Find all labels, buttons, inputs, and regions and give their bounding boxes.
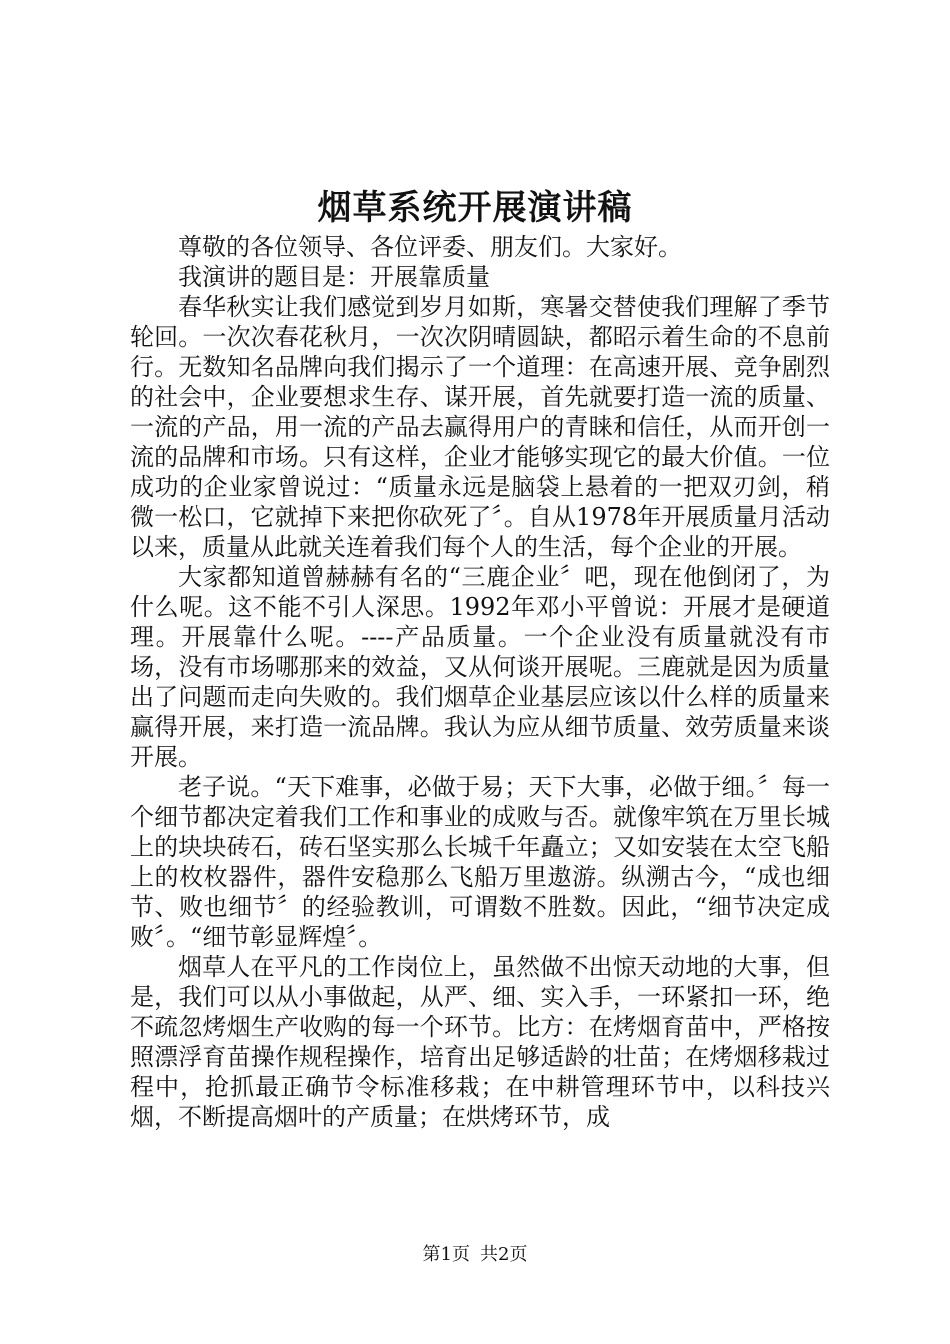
paragraph-laozi: 老子说。“天下难事，必做于易；天下大事，必做于细。〞每一个细节都决定着我们工作和事业的成败与否。就像牢筑在万里长城上的块块砖石，砖石坚实那么长城千年矗立；又如安装在太空飞船上的枚枚器件，器件安稳那么飞船万里遨游。纵溯古今，“成也细节、败也细节〞的经验教训，可谓数不胜数。因此，“细节决定成败〞。“细节彰显辉煌〞。 [130,773,830,951]
document-title: 烟草系统开展演讲稿 [317,188,633,228]
page-total: 共2页 [480,1244,528,1265]
paragraph-greeting: 尊敬的各位领导、各位评委、朋友们。大家好。 [178,233,682,261]
paragraph-sanlu: 大家都知道曾赫赫有名的“三鹿企业〞吧，现在他倒闭了，为什么呢。这不能不引人深思。1992年邓小平曾说：开展才是硬道理。开展靠什么呢。----产品质量。一个企业没有质量就没有市场，没有市场哪那来的效益，又从何谈开展呢。三鹿就是因为质量出了问题而走向失败的。我们烟草企业基层应该以什么样的质量来赢得开展，来打造一流品牌。我认为应从细节质量、效劳质量来谈开展。 [130,563,830,771]
page-number: 第1页 [422,1244,470,1265]
paragraph-tobacco-work: 烟草人在平凡的工作岗位上，虽然做不出惊天动地的大事，但是，我们可以从小事做起，从严、细、实入手，一环紧扣一环，绝不疏忽烤烟生产收购的每一个环节。比方：在烤烟育苗中，严格按照漂浮育苗操作规程操作，培育出足够适龄的壮苗；在烤烟移栽过程中，抢抓最正确节令标准移栽；在中耕管理环节中，以科技兴烟，不断提高烟叶的产质量；在烘烤环节，成 [130,953,830,1131]
paragraph-quality-intro: 春华秋实让我们感觉到岁月如斯，寒暑交替使我们理解了季节轮回。一次次春花秋月，一次次阴晴圆缺，都昭示着生命的不息前行。无数知名品牌向我们揭示了一个道理：在高速开展、竞争剧烈的社会中，企业要想求生存、谋开展，首先就要打造一流的质量、一流的产品，用一流的产品去赢得用户的青睐和信任，从而开创一流的品牌和市场。只有这样，企业才能够实现它的最大价值。一位成功的企业家曾说过：“质量永远是脑袋上悬着的一把双刃剑，稍微一松口，它就掉下来把你砍死了〞。自从1978年开展质量月活动以来，质量从此就关连着我们每个人的生活，每个企业的开展。 [130,293,830,561]
paragraph-topic: 我演讲的题目是：开展靠质量 [178,263,490,291]
document-body [130,232,830,1132]
page-footer [0,1243,950,1267]
